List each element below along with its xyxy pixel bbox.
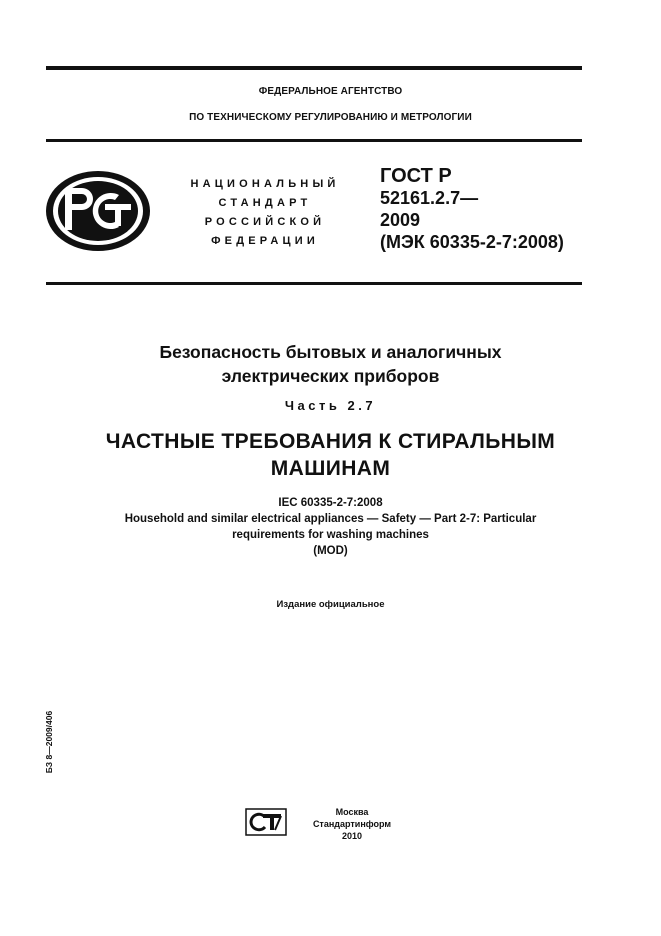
header-rule	[46, 139, 582, 142]
title-line-1: Безопасность бытовых и аналогичных	[159, 342, 502, 362]
national-standard-label	[160, 175, 370, 251]
gost-line-2: 52161.2.7—	[380, 188, 479, 208]
national-line-4: ФЕДЕРАЦИИ	[211, 235, 319, 247]
rst-certification-mark-icon	[43, 168, 153, 259]
top-rule	[46, 66, 582, 70]
agency-line-1: ФЕДЕРАЛЬНОЕ АГЕНТСТВО	[258, 86, 403, 97]
gost-line-3: 2009	[380, 210, 421, 230]
main-title-line-2: МАШИНАМ	[270, 457, 391, 480]
english-title-line-1: Household and similar electrical appliances — Safety — Part 2-7: Particular	[124, 513, 537, 525]
publisher-city: Москва	[335, 807, 369, 817]
side-code: БЗ 8—2009/406	[44, 710, 54, 774]
national-line-2: СТАНДАРТ	[218, 197, 312, 209]
gost-line-1: ГОСТ Р	[380, 165, 452, 187]
publisher-block	[297, 806, 407, 842]
standard-rule	[46, 282, 582, 285]
gost-designation	[380, 165, 600, 253]
iec-reference: IEC 60335-2-7:2008	[278, 497, 383, 509]
agency-line-2: ПО ТЕХНИЧЕСКОМУ РЕГУЛИРОВАНИЮ И МЕТРОЛОГИИ	[189, 112, 472, 123]
national-line-3: РОССИЙСКОЙ	[204, 216, 326, 228]
modification-mark: (MOD)	[313, 545, 348, 557]
official-edition-label: Издание официальное	[276, 599, 385, 610]
publisher-name: Стандартинформ	[312, 819, 392, 829]
main-title-line-1: ЧАСТНЫЕ ТРЕБОВАНИЯ К СТИРАЛЬНЫМ	[105, 430, 556, 453]
national-line-1: НАЦИОНАЛЬНЫЙ	[190, 178, 340, 190]
english-title-line-2: requirements for washing machines	[232, 529, 429, 541]
standartinform-logo-icon	[245, 808, 287, 841]
part-number: Часть 2.7	[284, 398, 377, 413]
publisher-year: 2010	[341, 831, 363, 841]
gost-line-4: (МЭК 60335-2-7:2008)	[380, 232, 564, 252]
title-line-2: электрических приборов	[221, 366, 440, 386]
